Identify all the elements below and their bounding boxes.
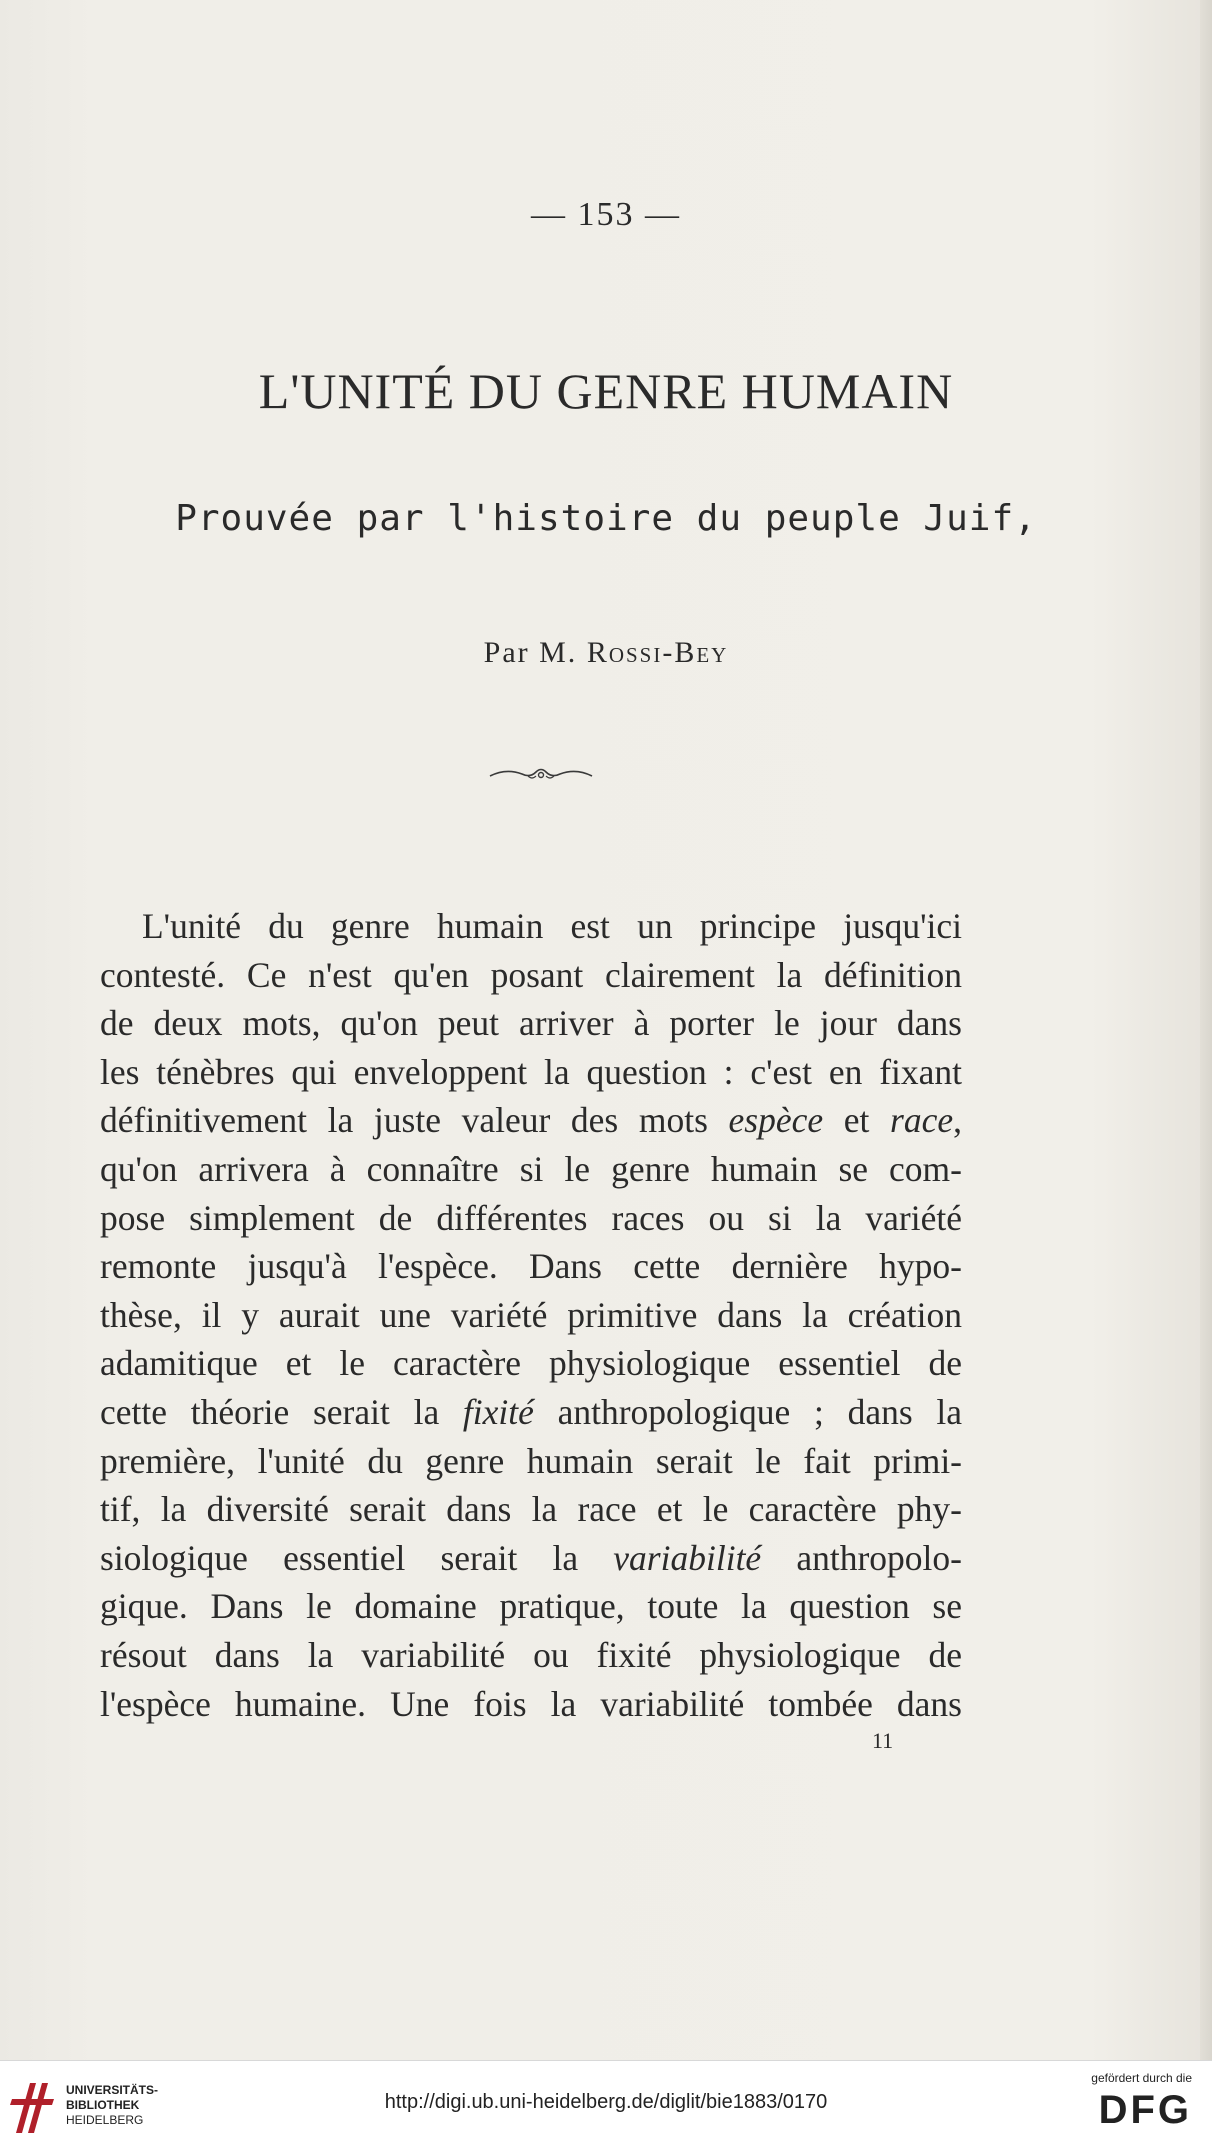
body-line: tif, la diversité serait dans la race et le caractère phy- xyxy=(100,1489,962,1530)
body-line: de deux mots, qu'on peut arriver à porter le jour dans xyxy=(100,1003,962,1044)
page-edge xyxy=(1200,0,1212,2060)
italic-term: variabilité xyxy=(613,1537,762,1578)
body-line: thèse, il y aurait une variété primitive dans la création xyxy=(100,1294,962,1335)
funder-logo[interactable] xyxy=(1052,2071,1192,2131)
author-name: Rossi-Bey xyxy=(586,636,729,669)
library-line-1: UNIVERSITÄTS- xyxy=(66,2083,159,2097)
body-line: les ténèbres qui enveloppent la question : c'est en fixant xyxy=(100,1051,962,1092)
body-line: qu'on arrivera à connaître si le genre humain se com- xyxy=(100,1148,962,1189)
body-line: gique. Dans le domaine pratique, toute la question se xyxy=(100,1586,962,1627)
body-line: cette théorie serait la fixité anthropologique ; dans la xyxy=(100,1391,962,1432)
signature-mark: 11 xyxy=(872,1728,894,1753)
chapter-subtitle: Prouvée par l'histoire du peuple Juif, xyxy=(175,498,1037,539)
ornament-divider-icon xyxy=(486,764,596,784)
body-paragraph xyxy=(100,902,962,1728)
italic-term: espèce xyxy=(728,1100,824,1141)
body-line: première, l'unité du genre humain serait le fait primi- xyxy=(100,1440,962,1481)
body-line: l'espèce humaine. Une fois la variabilité tombée dans xyxy=(100,1683,962,1724)
body-line: contesté. Ce n'est qu'en posant clairement la définition xyxy=(100,954,962,995)
body-line: L'unité du genre humain est un principe jusqu'ici xyxy=(142,906,962,946)
body-line: adamitique et le caractère physiologique essentiel de xyxy=(100,1343,962,1384)
viewer-footer xyxy=(0,2060,1212,2154)
permalink-url[interactable]: http://digi.ub.uni-heidelberg.de/diglit/bie1883/0170 xyxy=(384,2091,828,2113)
author-line xyxy=(0,636,1212,670)
body-line: résout dans la variabilité ou fixité physiologique de xyxy=(100,1634,962,1675)
library-line-2: BIBLIOTHEK xyxy=(66,2098,140,2112)
body-line: remonte jusqu'à l'espèce. Dans cette dernière hypo- xyxy=(100,1246,962,1287)
author-prefix: Par M. xyxy=(483,636,587,669)
body-line: pose simplement de différentes races ou si la variété xyxy=(100,1197,962,1238)
body-line: définitivement la juste valeur des mots espèce et race, xyxy=(100,1100,962,1141)
library-line-3: HEIDELBERG xyxy=(66,2113,144,2127)
page-number: — 153 — xyxy=(531,196,681,233)
body-line: siologique essentiel serait la variabilité anthropolo- xyxy=(100,1537,962,1578)
italic-term: race xyxy=(890,1100,954,1141)
funder-caption: gefördert durch die xyxy=(1091,2071,1192,2085)
dfg-logo: DFG xyxy=(1098,2088,1192,2132)
italic-term: fixité xyxy=(462,1391,534,1432)
chapter-title: L'UNITÉ DU GENRE HUMAIN xyxy=(258,363,954,419)
